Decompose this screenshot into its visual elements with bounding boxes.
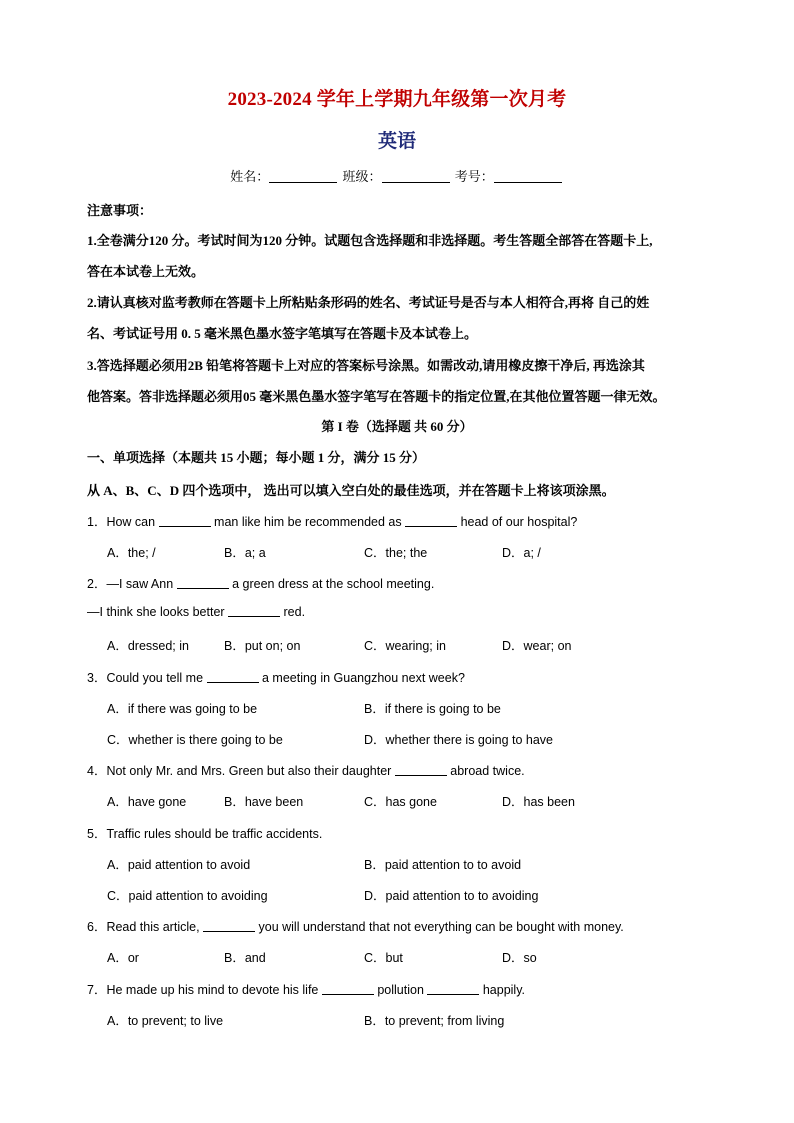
q7-option-b: B．to prevent; from living	[364, 1014, 505, 1028]
q3-option-d: D．whether there is going to have	[364, 733, 553, 747]
question-2: 2．—I saw Ann a green dress at the school meeting.	[87, 577, 435, 591]
q7-option-a: A．to prevent; to live	[107, 1014, 224, 1028]
student-info-row	[0, 166, 794, 185]
q6-option-b: B．and	[224, 951, 266, 965]
name-label: 姓名：	[230, 169, 270, 184]
q6-option-c: C．but	[364, 951, 403, 965]
answer-blank	[322, 983, 374, 995]
answer-blank	[159, 515, 211, 527]
note-1-line-2: 答在本试卷上无效。	[87, 264, 205, 279]
q5-option-a: A．paid attention to avoid	[107, 858, 251, 872]
answer-blank	[207, 671, 259, 683]
q6-option-d: D．so	[502, 951, 537, 965]
exam-title: 2023-2024 学年上学期九年级第一次月考	[227, 89, 567, 110]
q6-option-a: A．or	[107, 951, 139, 965]
note-3-line-1: 3.答选择题必须用2B 铅笔将答题卡上对应的答案标号涂黑。如需改动,请用橡皮擦干净后, 再选涂其	[87, 358, 645, 373]
answer-blank	[395, 764, 447, 776]
q1-option-c: C．the; the	[364, 546, 428, 560]
question-6: 6．Read this article, you will understand that not everything can be bought with money.	[87, 920, 624, 934]
q1-option-a: A．the; /	[107, 546, 156, 560]
q2-option-a: A．dressed; in	[107, 639, 189, 653]
q5-option-b: B．paid attention to to avoid	[364, 858, 522, 872]
exam-no-label: 考号：	[454, 169, 494, 184]
q4-option-d: D．has been	[502, 795, 575, 809]
note-2-line-1: 2.请认真核对监考教师在答题卡上所粘贴条形码的姓名、考试证号是否与本人相符合,再将 自己的姓	[87, 295, 650, 310]
answer-blank	[177, 577, 229, 589]
q1-option-b: B．a; a	[224, 546, 266, 560]
name-blank	[269, 170, 337, 183]
note-2-line-2: 名、考试证号用 0. 5 毫米黑色墨水签字笔填写在答题卡及本试卷上。	[87, 326, 478, 341]
volume-heading: 第 I 卷（选择题 共 60 分）	[321, 419, 473, 434]
q2-option-c: C．wearing; in	[364, 639, 446, 653]
class-blank	[382, 170, 450, 183]
q1-option-d: D．a; /	[502, 546, 541, 560]
question-1: 1．How can man like him be recommended as head of our hospital?	[87, 515, 578, 529]
q3-option-c: C．whether is there going to be	[107, 733, 283, 747]
note-3-line-2: 他答案。答非选择题必须用05 毫米黑色墨水签字笔写在答题卡的指定位置,在其他位置答题一律无效。	[87, 389, 666, 404]
subject-title: 英语	[377, 131, 416, 152]
part-1-heading: 一、单项选择（本题共 15 小题；每小题 1 分，满分 15 分）	[87, 450, 426, 465]
q2-option-b: B．put on; on	[224, 639, 301, 653]
question-3: 3．Could you tell me a meeting in Guangzhou next week?	[87, 671, 465, 685]
q5-option-c: C．paid attention to avoiding	[107, 889, 268, 903]
q4-option-c: C．has gone	[364, 795, 437, 809]
part-1-instruction: 从 A、B、C、D 四个选项中， 选出可以填入空白处的最佳选项，并在答题卡上将该项涂黑。	[87, 483, 615, 498]
q3-option-b: B．if there is going to be	[364, 702, 501, 716]
question-5: 5．Traffic rules should be traffic accidents.	[87, 827, 323, 841]
q2-option-d: D．wear; on	[502, 639, 572, 653]
answer-blank	[427, 983, 479, 995]
question-2-reply: —I think she looks better red.	[87, 605, 306, 619]
notes-heading: 注意事项：	[87, 203, 153, 218]
answer-blank	[405, 515, 457, 527]
answer-blank	[203, 920, 255, 932]
class-label: 班级：	[342, 169, 382, 184]
q4-option-a: A．have gone	[107, 795, 187, 809]
q5-option-d: D．paid attention to to avoiding	[364, 889, 539, 903]
note-1-line-1: 1.全卷满分120 分。考试时间为120 分钟。试题包含选择题和非选择题。考生答题全部答在答题卡上,	[87, 233, 653, 248]
exam-no-blank	[494, 170, 562, 183]
q3-option-a: A．if there was going to be	[107, 702, 258, 716]
q4-option-b: B．have been	[224, 795, 304, 809]
answer-blank	[228, 605, 280, 617]
question-7: 7．He made up his mind to devote his life pollution happily.	[87, 983, 526, 997]
question-4: 4．Not only Mr. and Mrs. Green but also their daughter abroad twice.	[87, 764, 525, 778]
